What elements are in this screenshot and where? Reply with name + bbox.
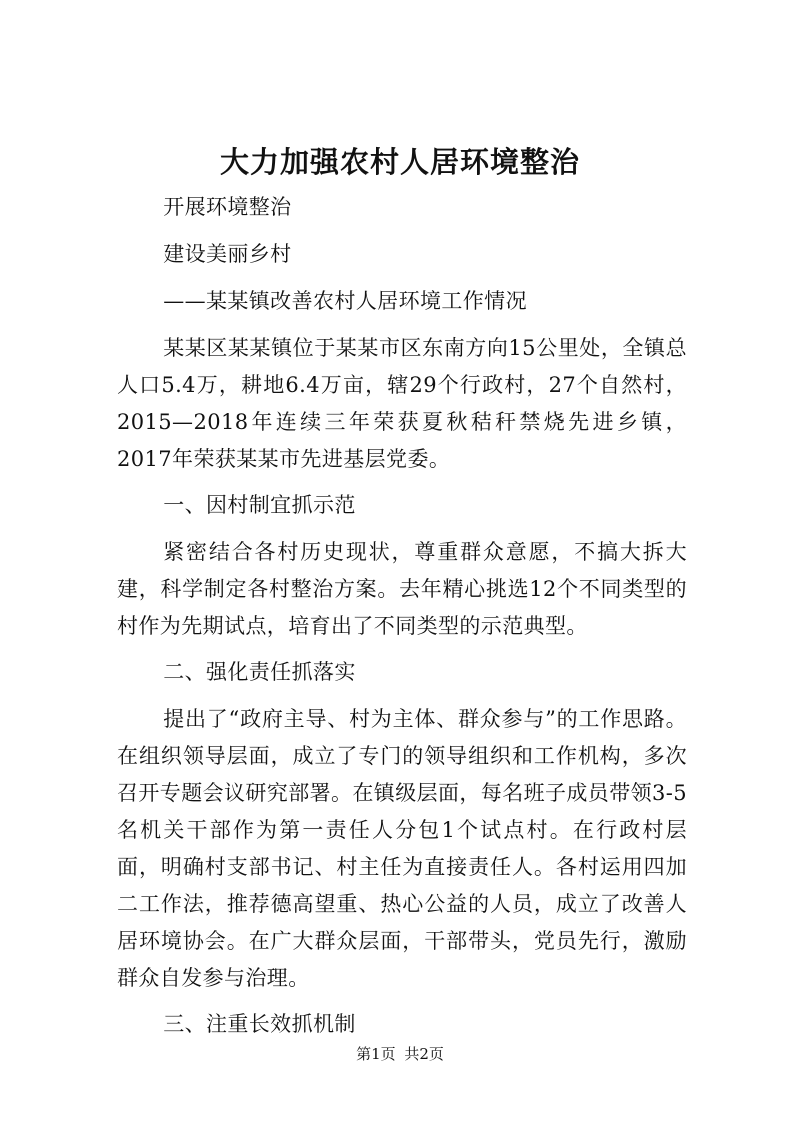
section-heading-3: 三、注重长效抓机制 — [163, 1012, 356, 1036]
section-heading-1: 一、因村制宜抓示范 — [163, 493, 356, 517]
page-total: 共2页 — [404, 1045, 444, 1063]
section-heading-2: 二、强化责任抓落实 — [163, 660, 356, 684]
intro-paragraph: 某某区某某镇位于某某市区东南方向15公里处，全镇总人口5.4万，耕地6.4万亩，辖29个行政村，27个自然村，2015—2018年连续三年荣获夏秋秸秆禁烧先进乡镇，2017年荣获某某市先进基层党委。 — [117, 336, 687, 471]
page-footer — [0, 1044, 800, 1064]
document-body — [117, 189, 687, 1053]
page-number: 第1页 — [356, 1045, 396, 1063]
section-2-paragraph: 提出了“政府主导、村为主体、群众参与”的工作思路。在组织领导层面，成立了专门的领导组织和工作机构，多次召开专题会议研究部署。在镇级层面，每名班子成员带领3-5名机关干部作为第一责任人分包1个试点村。在行政村层面，明确村支部书记、村主任为直接责任人。各村运用四加二工作法，推荐德高望重、热心公益的人员，成立了改善人居环境协会。在广大群众层面，干部带头，党员先行，激励群众自发参与治理。 — [117, 707, 688, 990]
subtitle-line-2: 建设美丽乡村 — [163, 242, 292, 266]
document-title: 大力加强农村人居环境整治 — [219, 145, 580, 179]
subtitle-line-3: ——某某镇改善农村人居环境工作情况 — [163, 289, 527, 313]
section-1-paragraph: 紧密结合各村历史现状，尊重群众意愿，不搞大拆大建，科学制定各村整治方案。去年精心挑选12个不同类型的村作为先期试点，培育出了不同类型的示范典型。 — [117, 540, 687, 638]
subtitle-line-1: 开展环境整治 — [163, 195, 292, 219]
